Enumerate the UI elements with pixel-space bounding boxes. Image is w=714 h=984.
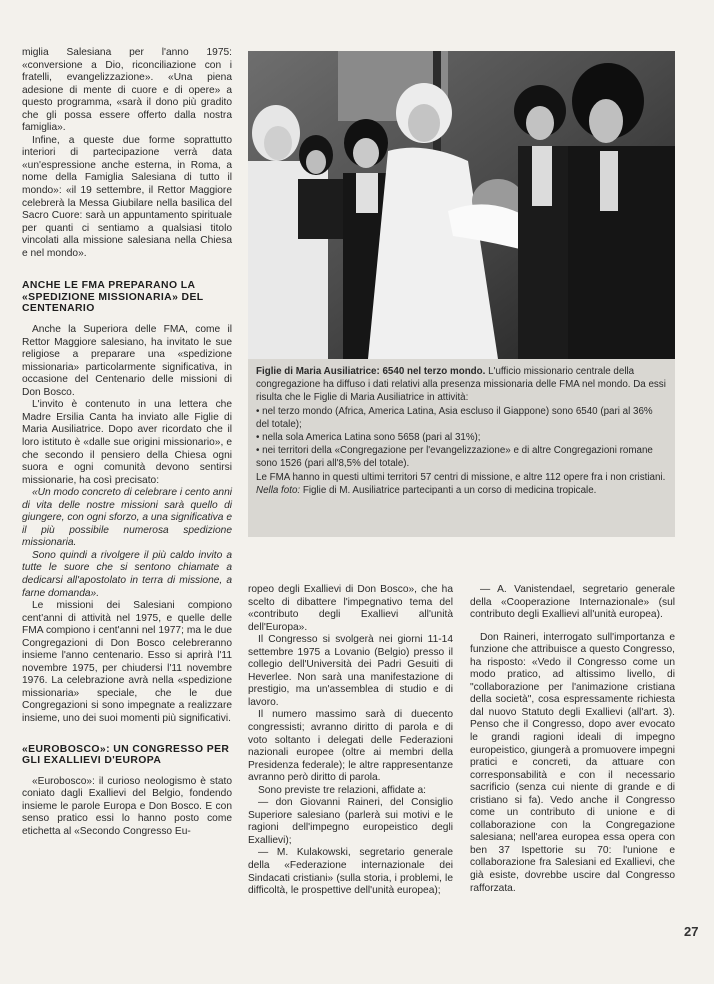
paragraph: Sono previste tre relazioni, affidate a: [258, 784, 427, 796]
quote-paragraph: «Un modo concreto di celebrare i cento anni di vita delle nostre missioni sarà quello di giungere, con ogni sforzo, a una significativa e il più possibile numerosa spedizione missionaria. [22, 487, 232, 549]
paragraph: Infine, a queste due forme soprattutto interiori di partecipazione verrà data «un'espressione anche esterna, in Roma, a nome della Famiglia Salesiana di tutto il mondo»: «il 19 settembre, il Rettor Maggiore celebrerà la Messa Giubilare nella basilica del Sacro Cuore: sarà un appuntamento spirituale per quanti ci sentiamo a qualsiasi titolo vincolati alla missione salesiana nella Chiesa e nel mondo». [22, 134, 232, 259]
caption-paragraph: Le FMA hanno in questi ultimi territori 57 centri di missione, e altre 112 opere fra i non cristiani. [256, 471, 666, 483]
paragraph: Don Raineri, interrogato sull'importanza e funzione che attribuisce a questo Congresso, ha risposto: «Vedo il Congresso come un modo pratico, ad altissimo livello, di "collaborazione per l'animazione cristiana della società", cosa espressamente richiesta dal nuovo Statuto degli Exallievi (all'art. 3). Penso che il Congresso, dopo aver evocato le grandi ragioni ideali di impegno europeistico, giungerà a promuovere impegni pratici e concreti, da attuare con corresponsabilità e con il necessario sacrificio (senza cui niente di grande e di cristiano si fa). Vedo anche il Congresso come un contributo di unione e di collaborazione con la Congregazione salesiana; nell'area europea essa opera con ben 37 Ispettorie su 70: l'unione e collaborazione fra Salesiani ed Exallievi, che già esiste, dovrebbe uscire dal Congresso rafforzata. [470, 631, 675, 894]
paragraph: Le missioni dei Salesiani compiono cent'anni di attività nel 1975, e quelle delle FMA compiono i cent'anni nel 1977; ma le due Congregazioni di Don Bosco celebreranno insieme l'anno centenario. Esso si aprirà l'11 novembre 1975, per chiudersi l'11 novembre 1976. La celebrazione avrà nella «spedizione missionaria» speciale, che le due Congregazioni si sono impegnate a realizzare insieme, uno dei suoi momenti più significativi. [22, 600, 232, 725]
paragraph: Il Congresso si svolgerà nei giorni 11-14 settembre 1975 a Lovanio (Belgio) presso il collegio dell'Università dei Padri Gesuiti di Heverlee. Non sarà una manifestazione di prestigio, ma un'assemblea di studio e di lavoro. [248, 634, 453, 708]
paragraph: miglia Salesiana per l'anno 1975: «conversione a Dio, riconciliazione con i fratelli, evangelizzazione». «Una piena adesione di mente di cuore e di opere» a questo programma, «sarà il dono più gradito che gli possa essere offerto dalla nostra famiglia». [22, 47, 232, 134]
paragraph: «Eurobosco»: il curioso neologismo è stato coniato dagli Exallievi del Belgio, fondendo insieme le parole Europa e Don Bosco. E con senso pratico essi lo hanno posto come etichetta al «Secondo Congresso Eu- [22, 775, 232, 837]
photo-image [248, 51, 675, 359]
paragraph: — A. Vanistendael, segretario generale della «Cooperazione Internazionale» (sul contributo degli Exallievi all'unità europea). [470, 584, 675, 621]
caption-bullet: • nei territori della «Congregazione per l'evangelizzazione» e di altre Congregazioni romane sono 1526 (pari all'8,5% del totale). [256, 445, 653, 470]
caption-intro: L'ufficio missionario centrale della congregazione ha diffuso i dati relativi alla presenza missionaria delle FMA nel mondo. Da essi risulta che le Figlie di Maria Ausiliatrice in attività: [256, 366, 666, 404]
paragraph: — don Giovanni Raineri, del Consiglio Superiore salesiano (parlerà sui motivi e le ragioni dell'impegno europeistico degli Exallievi); [248, 797, 453, 846]
paragraph: — M. Kulakowski, segretario generale della «Federazione internazionale dei Sindacati cristiani» (sulla storia, i problemi, le difficoltà, le prospettive dell'unità europea); [248, 847, 453, 897]
photo-description: Figlie di M. Ausiliatrice partecipanti a un corso di medicina tropicale. [302, 484, 597, 496]
section-heading: ANCHE LE FMA PREPARANO LA «SPEDIZIONE MISSIONARIA» DEL CENTENARIO [22, 280, 204, 315]
paragraph: Anche la Superiora delle FMA, come il Rettor Maggiore salesiano, ha invitato le sue religiose a preparare una «spedizione missionaria» particolarmente significativa, in occasione del Centenario delle missioni di Don Bosco. [22, 324, 232, 398]
photo-caption-box [248, 359, 675, 537]
paragraph: ropeo degli Exallievi di Don Bosco», che ha scelto di dibattere l'impegnativo tema del «contributo degli Exallievi all'unità dell'Europa». [248, 584, 453, 633]
caption-title: Figlie di Maria Ausiliatrice: 6540 nel terzo mondo. [256, 366, 486, 377]
caption-bullet: • nel terzo mondo (Africa, America Latina, Asia escluso il Giappone) sono 6540 (pari al 36% del totale); [256, 405, 653, 430]
paragraph: L'invito è contenuto in una lettera che Madre Ersilia Canta ha inviato alle Figlie di Maria Ausiliatrice. Dopo aver ricordato che il loro istituto è «dalle sue origini missionario», e che secondo il pensiero della Chiesa ogni suora e ogni comunità devono sentirsi missionarie, ha così precisato: [22, 399, 232, 486]
photo-nuns-medical-course [248, 51, 675, 359]
quote-paragraph: Sono quindi a rivolgere il più caldo invito a tutte le suore che si sentono chiamate a dedicarsi all'apostolato in terra di missione, a farne domanda». [22, 549, 232, 599]
section-heading: «EUROBOSCO»: UN CONGRESSO PER GLI EXALLIEVI D'EUROPA [22, 743, 230, 767]
left-column [22, 47, 232, 839]
paragraph: Il numero massimo sarà di duecento congressisti; avranno diritto di parola e di voto soltanto i delegati delle Federazioni nazionali europee (oltre ai membri della Presidenza federale); le altre rappresentanze avranno però diritto di parola. [248, 709, 453, 784]
page-number: 27 [684, 924, 699, 939]
middle-column [248, 584, 453, 898]
right-column [470, 584, 675, 895]
photo-credit-label: Nella foto: [256, 484, 301, 496]
caption-bullet: • nella sola America Latina sono 5658 (pari al 31%); [256, 432, 481, 444]
